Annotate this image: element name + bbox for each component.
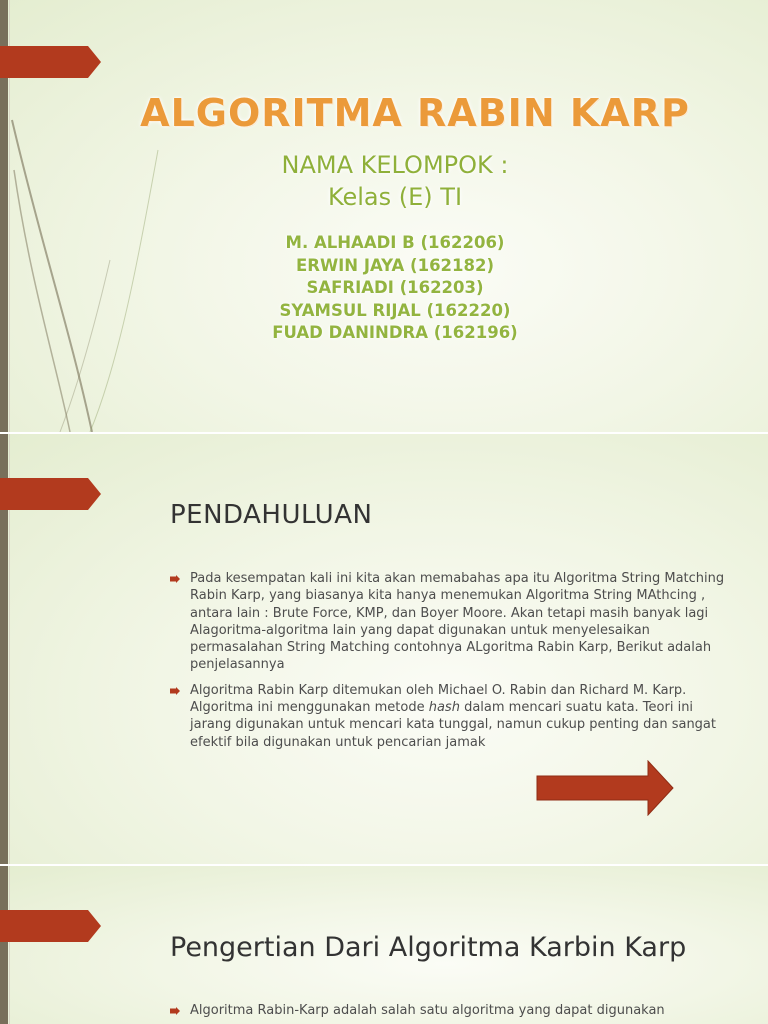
bullet-list xyxy=(168,570,728,759)
title-slide xyxy=(0,0,768,432)
bullet-arrow-icon xyxy=(170,687,180,695)
member-name: ERWIN JAYA (162182) xyxy=(295,255,495,275)
red-arrow-banner xyxy=(0,910,102,942)
bullet-text: dalam mencari suatu kata. Teori ini jarang digunakan untuk mencari kata tunggal, namun cukup penting dan sangat efektif bila digunakan untuk pencarian jamak xyxy=(190,700,716,750)
bullet-arrow-icon xyxy=(170,575,180,583)
bullet-list xyxy=(168,1002,728,1024)
group-label: NAMA KELOMPOK : xyxy=(281,151,509,179)
member-name: SYAMSUL RIJAL (162220) xyxy=(279,300,511,320)
slide-heading: PENDAHULUAN xyxy=(170,499,373,530)
bullet-text: Pada kesempatan kali ini kita akan memabahas apa itu Algoritma String Matching Rabin Karp, yang biasanya kita hanya menemukan Algoritma String MAthcing , antara lain : Brute Force, KMP, dan Boyer Moore. Akan tetapi masih banyak lagi Alagoritma-algoritma lain yang dapat digunakan untuk menyelesaikan permasalahan String Matching contohnya ALgoritma Rabin Karp, Berikut adalah penjelasannya xyxy=(190,571,725,673)
intro-slide xyxy=(0,434,768,864)
member-list xyxy=(110,232,680,345)
bullet-item xyxy=(168,570,728,674)
member-name: SAFRIADI (162203) xyxy=(306,278,484,297)
left-accent-line xyxy=(9,866,10,1024)
red-arrow-banner xyxy=(0,46,102,78)
slide-heading: Pengertian Dari Algoritma Karbin Karp xyxy=(170,932,687,964)
definition-slide xyxy=(0,866,768,1024)
bullet-text: Algoritma Rabin-Karp adalah salah satu algoritma yang dapat digunakan xyxy=(190,1003,665,1018)
red-arrow-banner xyxy=(0,478,102,510)
bullet-arrow-icon xyxy=(170,1007,180,1015)
bullet-emphasis: hash xyxy=(428,700,460,716)
slide-title: ALGORITMA RABIN KARP xyxy=(140,91,690,136)
member-name: FUAD DANINDRA (162196) xyxy=(272,323,518,342)
bullet-item xyxy=(168,682,728,751)
next-arrow-icon[interactable] xyxy=(536,760,676,816)
bullet-item xyxy=(168,1002,728,1019)
left-accent-bar xyxy=(0,866,8,1024)
bullet-text: Algoritma Rabin Karp ditemukan oleh Michael O. Rabin dan Richard M. Karp. Algoritma ini menggunakan metode xyxy=(190,682,687,716)
class-label: Kelas (E) TI xyxy=(327,183,463,211)
member-name: M. ALHAADI B (162206) xyxy=(285,233,505,252)
